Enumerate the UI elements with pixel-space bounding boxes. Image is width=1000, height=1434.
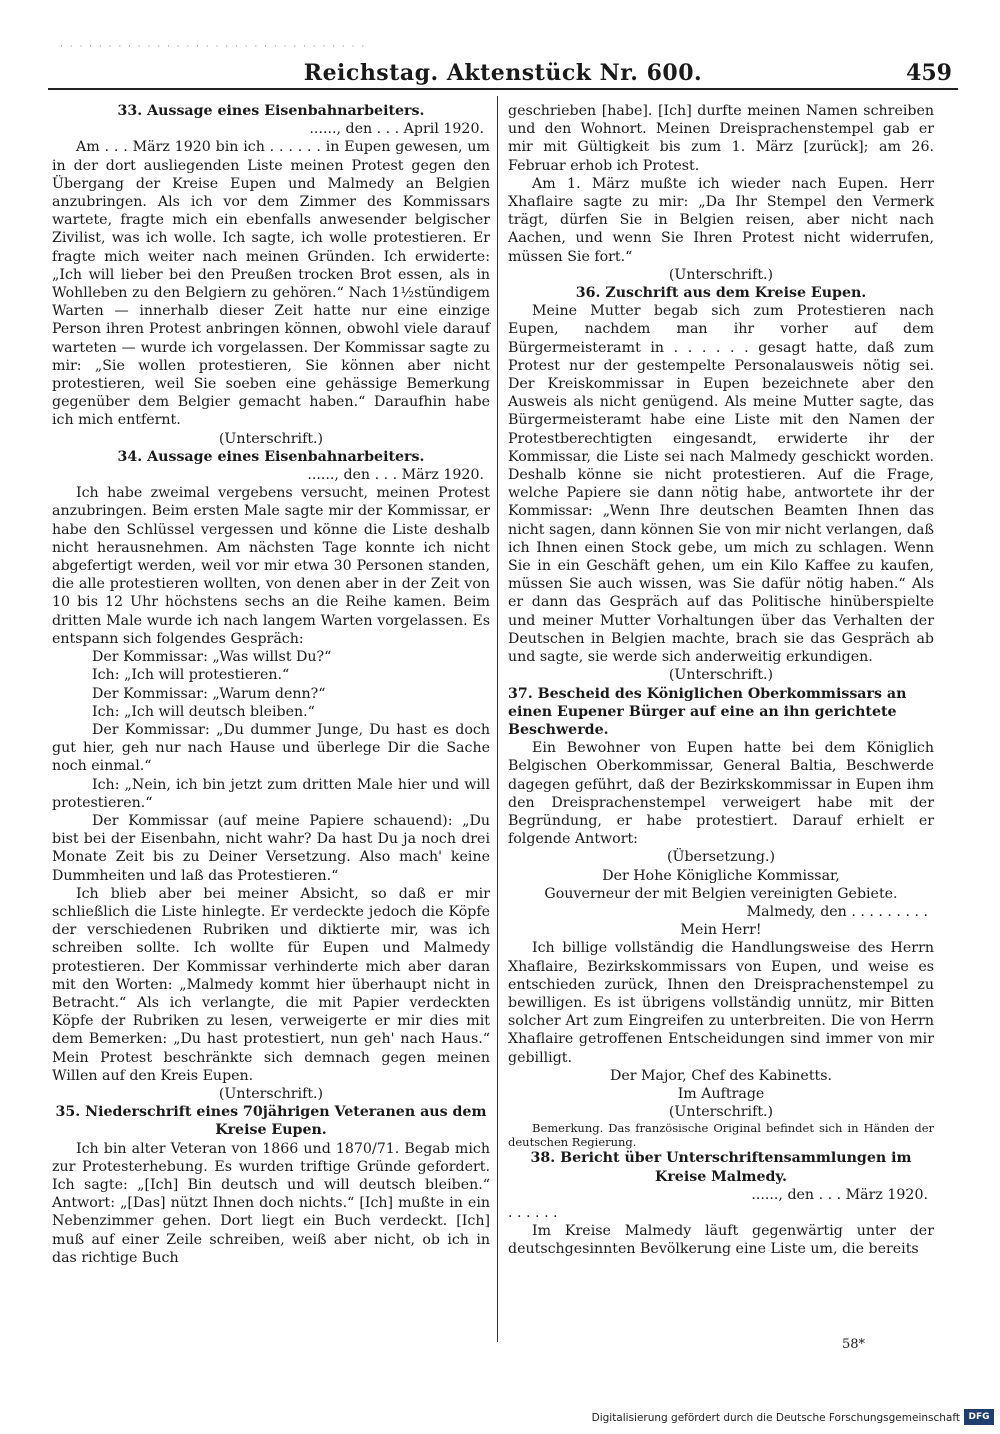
running-header bbox=[48, 58, 958, 90]
translation-label: (Übersetzung.) bbox=[666, 849, 775, 866]
letter-signature: (Unterschrift.) bbox=[668, 1104, 774, 1121]
letter-signatory: Der Major, Chef des Kabinetts. bbox=[609, 1067, 833, 1084]
section-35-signature: (Unterschrift.) bbox=[668, 266, 774, 283]
dfg-logo: DFG bbox=[964, 1409, 994, 1425]
section-35-text: Ich bin alter Veteran von 1866 und 1870/71. Begab mich zur Protesterhebung. Es wurden triftige Gründe gefordert. Ich sagte: „[Ich] Bin deutsch und will deutsch bleiben.“ Antwort: „[Das] nützt Ihnen doch nichts.“ [Ich] mußte in ein Nebenzimmer gehen. Dort liegt ein Buch verdeckt. [Ich] muß auf einer Zeile schreiben, weiß aber nicht, ob ich in das richtige Buch bbox=[52, 1140, 490, 1266]
section-34-paragraph: Ich habe zweimal vergebens versucht, meinen Protest anzubringen. Beim ersten Male sagte mir der Kommissar, er habe den Schlüssel vergessen und könne die Liste deshalb nicht herausnehmen. Am nächsten Tage konnte ich nicht abgefertigt werden, weil vor mir etwa 30 Personen standen, die alle protestieren wollten, von denen aber in der Zeit von 10 bis 12 Uhr höchstens sechs an die Reihe kamen. Beim dritten Male wurde ich nach langem Warten vorgelassen. Es entspann sich folgendes Gespräch: bbox=[52, 485, 490, 647]
dialogue-line: Der Kommissar: „Du dummer Junge, Du hast es doch gut hier, geh nur nach Hause und überlege Dir die Sache noch einmal.“ bbox=[52, 721, 490, 775]
digitization-credit: Digitalisierung gefördert durch die Deutsche Forschungsgemeinschaft bbox=[591, 1412, 960, 1424]
section-38-heading: 38. Bericht über Unterschriftensammlungen im Kreise Malmedy. bbox=[530, 1150, 912, 1185]
signature-mark: 58* bbox=[842, 1337, 866, 1352]
section-38-dots: . . . . . . bbox=[508, 1204, 558, 1221]
section-34-paragraph: Ich blieb aber bei meiner Absicht, so daß er mir schließlich die Liste hinlegte. Er verdeckte jedoch die Köpfe der verschiedenen Rubriken und diktierte mir, was ich schreiben sollte. Ich wollte für Eupen und Malmedy protestieren. Der Kommissar verhinderte mich aber daran mit den Worten: „Malmedy kommt hier überhaupt nicht in Betracht.“ Als ich verlangte, die mit Papier verdeckten Köpfe der Rubriken zu lesen, verweigerte er mir dies mit dem Bemerken: „Du hast protestiert, nun geh' nach Haus.“ Mein Protest beschränkte sich demnach gegen meinen Willen auf den Kreis Eupen. bbox=[52, 885, 490, 1084]
letter-signatory: Im Auftrage bbox=[677, 1085, 765, 1102]
letter-sender: Der Hohe Königliche Kommissar, bbox=[602, 867, 840, 884]
dialogue-line: Ich: „Nein, ich bin jetzt zum dritten Male hier und will protestieren.“ bbox=[52, 776, 490, 811]
dialogue-line: Ich: „Ich will protestieren.“ bbox=[92, 667, 290, 684]
margin-dots: · · · · · · · · · · · · · · · · · · · · · · · · · · · · · · · · bbox=[60, 42, 367, 52]
section-33-signature: (Unterschrift.) bbox=[218, 430, 324, 447]
section-36-text: Meine Mutter begab sich zum Protestieren nach Eupen, nachdem man ihr vorher auf dem Bürgermeisteramt in . . . . . . gesagt hatte, daß zum Protest nur der gestempelte Personalausweis nötig sei. Der Kreiskommissar in Eupen bezeichnete aber den Ausweis als nicht genügend. Als meine Mutter sagte, das Bürgermeisteramt habe eine Liste mit den Namen der Protestberechtigten eingesandt, erwiderte ihr der Kommissar, die Liste sei nach Malmedy geschickt worden. Deshalb könne sie nicht protestieren. Auf die Frage, welche Papiere sie dann nötig habe, antwortete ihr der Kommissar: „Wenn Ihre deutschen Beamten Ihnen das nicht sagen, dann können Sie von mir nicht verlangen, daß ich Ihnen einen Stock gebe, um mich zu schlagen. Wenn Sie in ein Geschäft gehen, um ein Kilo Kaffee zu kaufen, müssen Sie auch wissen, was Sie dafür nötig haben.“ Als er dann das Gespräch auf das Politische hinüberspielte und meiner Mutter Vorhaltungen über das Verhalten der Deutschen in Belgien machte, brach sie das Gespräch ab und sagte, sie werde sich anderweitig erkundigen. bbox=[508, 303, 934, 666]
section-34-date: ......, den . . . März 1920. bbox=[307, 467, 484, 484]
letter-place-date: Malmedy, den . . . . . . . . . bbox=[746, 903, 928, 920]
dialogue-line: Der Kommissar: „Was willst Du?“ bbox=[92, 649, 332, 666]
header-title: Reichstag. Aktenstück Nr. 600. bbox=[303, 60, 703, 86]
dialogue-line: Ich: „Ich will deutsch bleiben.“ bbox=[92, 703, 315, 720]
section-35-heading: 35. Niederschrift eines 70jährigen Veteranen aus dem Kreise Eupen. bbox=[55, 1104, 487, 1139]
section-38-text: Im Kreise Malmedy läuft gegenwärtig unter der deutschgesinnten Bevölkerung eine Liste um, die bereits bbox=[508, 1223, 934, 1258]
section-33-date: ......, den . . . April 1920. bbox=[309, 121, 484, 138]
column-divider bbox=[497, 96, 498, 1342]
right-column bbox=[508, 102, 934, 1259]
letter-body: Ich billige vollständig die Handlungsweise des Herrn Xhaflaire, Bezirkskommissars von Eupen, und weise es entschieden zurück, Ihnen den Dreisprachenstempel zu bewilligen. Es ist übrigens vollständig unnütz, mir Bitten solcher Art zum Eingreifen zu unterbreiten. Die von Herrn Xhaflaire getroffenen Entscheidungen sind immer von mir gebilligt. bbox=[508, 940, 934, 1066]
section-37-text: Ein Bewohner von Eupen hatte bei dem Königlich Belgischen Oberkommissar, General Baltia, Beschwerde dagegen geführt, daß der Bezirkskommissar in Eupen ihm den Dreisprachenstempel verweigert habe mit der Begründung, er habe protestiert. Darauf erhielt er folgende Antwort: bbox=[508, 740, 934, 848]
section-34-heading: 34. Aussage eines Eisenbahnarbeiters. bbox=[117, 448, 425, 465]
section-34-signature: (Unterschrift.) bbox=[218, 1085, 324, 1102]
section-36-signature: (Unterschrift.) bbox=[668, 667, 774, 684]
section-36-heading: 36. Zuschrift aus dem Kreise Eupen. bbox=[575, 285, 867, 302]
section-35-continuation: geschrieben [habe]. [Ich] durfte meinen Namen schreiben und den Wohnort. Meinen Dreisprachenstempel gab er mir mit Gültigkeit bis zum 1. März [zurück]; am 26. Februar erhob ich Protest. bbox=[508, 103, 934, 174]
letter-salutation: Mein Herr! bbox=[680, 922, 762, 939]
section-37-note: Bemerkung. Das französische Original befindet sich in Händen der deutschen Regierung. bbox=[508, 1121, 934, 1150]
dialogue-line: Der Kommissar (auf meine Papiere schauend): „Du bist bei der Eisenbahn, nicht wahr? Da hast Du ja noch drei Monate Zeit bis zu Deiner Versetzung. Also mach' keine Dummheiten und laß das Protestieren.“ bbox=[52, 812, 490, 884]
section-33-heading: 33. Aussage eines Eisenbahnarbeiters. bbox=[117, 103, 425, 119]
page-number: 459 bbox=[906, 60, 952, 86]
section-35-paragraph: Am 1. März mußte ich wieder nach Eupen. Herr Xhaflaire sagte zu mir: „Da Ihr Stempel den Vermerk trägt, dürfen Sie in Belgien reisen, aber nicht nach Aachen, und wenn Sie Ihren Protest nicht widerrufen, müssen Sie fort.“ bbox=[508, 175, 934, 265]
section-38-date: ......, den . . . März 1920. bbox=[751, 1186, 928, 1203]
letter-sender-title: Gouverneur der mit Belgien vereinigten Gebiete. bbox=[544, 885, 898, 902]
section-33-text: Am . . . März 1920 bin ich . . . . . . in Eupen gewesen, um in der dort ausliegenden Liste meinen Protest gegen den Übergang der Kreise Eupen und Malmedy an Belgien anzubringen. Als ich vor dem Zimmer des Kommissars wartete, fragte mich ein ebenfalls anwesender belgischer Zivilist, was ich wolle. Ich sagte, ich wolle protestieren. Er fragte mich weiter nach meinen Gründen. Ich erwiderte: „Ich will lieber bei den Preußen trocken Brot essen, als in Wohlleben zu den Belgiern zu gehören.“ Nach 1½stündigem Warten — innerhalb dieser Zeit hatte nur eine einzige Person ihren Protest anbringen können, obwohl viele darauf warteten — wurde ich vorgelassen. Der Kommissar sagte zu mir: „Sie wollen protestieren, Sie können aber nicht protestieren, weil Sie soeben eine gehässige Bemerkung gegenüber dem Belgier gemacht haben.“ Daraufhin habe ich mich entfernt. bbox=[52, 139, 490, 429]
section-37-heading: 37. Bescheid des Königlichen Oberkommissars an einen Eupener Bürger auf eine an ihn gerichtete Beschwerde. bbox=[508, 685, 907, 738]
dialogue-line: Der Kommissar: „Warum denn?“ bbox=[92, 685, 326, 702]
left-column bbox=[52, 102, 490, 1267]
